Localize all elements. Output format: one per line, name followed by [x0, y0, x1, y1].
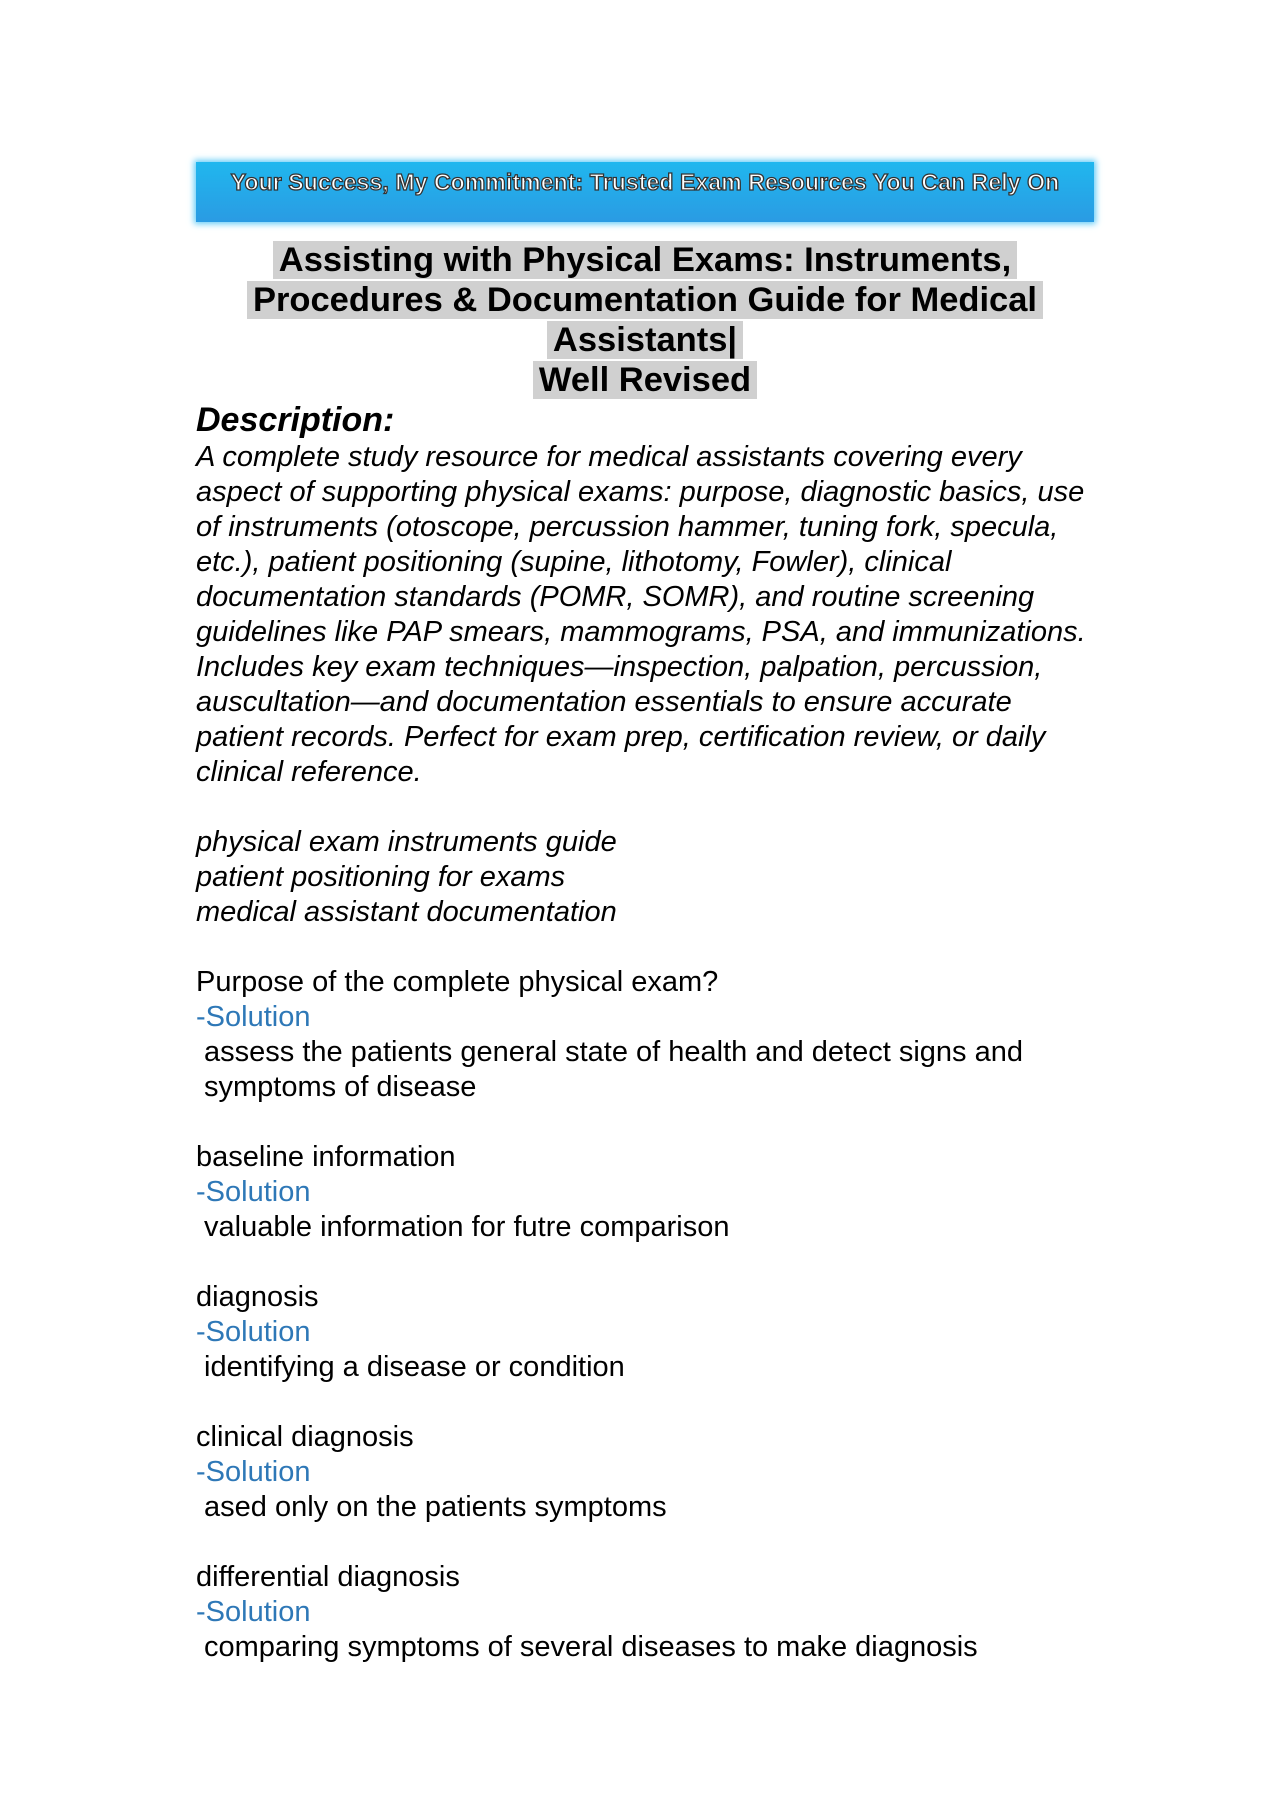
qa-solution-label: -Solution: [196, 1176, 311, 1208]
title-line-2: Procedures & Documentation Guide for Medical: [247, 281, 1043, 319]
keyword-list: [196, 825, 1096, 930]
qa-question: baseline information: [196, 1141, 456, 1173]
qa-item: [196, 1560, 1096, 1665]
qa-item: [196, 965, 1096, 1105]
document-content: [196, 400, 1096, 1700]
qa-answer: valuable information for futre comparison: [204, 1211, 730, 1243]
qa-solution-label: -Solution: [196, 1596, 311, 1628]
document-title: [196, 240, 1094, 400]
qa-question: differential diagnosis: [196, 1561, 460, 1593]
title-line-3: Assistants|: [547, 321, 743, 359]
description-heading: Description:: [196, 401, 395, 439]
qa-solution-label: -Solution: [196, 1316, 311, 1348]
qa-item: [196, 1140, 1096, 1245]
promo-banner: [196, 162, 1094, 222]
qa-question: diagnosis: [196, 1281, 319, 1313]
keyword-item: physical exam instruments guide: [196, 826, 617, 858]
title-line-4: Well Revised: [533, 361, 757, 399]
qa-answer: ased only on the patients symptoms: [204, 1491, 667, 1523]
qa-list: [196, 965, 1096, 1665]
keyword-item: medical assistant documentation: [196, 896, 617, 928]
qa-solution-label: -Solution: [196, 1001, 311, 1033]
qa-item: [196, 1420, 1096, 1525]
banner-text: Your Success, My Commitment: Trusted Exam Resources You Can Rely On: [230, 169, 1060, 195]
title-line-1: Assisting with Physical Exams: Instruments,: [273, 241, 1017, 279]
keyword-item: patient positioning for exams: [196, 861, 566, 893]
description-body: A complete study resource for medical assistants covering every aspect of supporting physical exams: purpose, diagnostic basics, use of instruments (otoscope, percussion hammer, tuning fork, specula, etc.), patient positioning (supine, lithotomy, Fowler), clinical documentation standards (POMR, SOMR), and routine screening guidelines like PAP smears, mammograms, PSA, and immunizations. Includes key exam techniques—inspection, palpation, percussion, auscultation—and documentation essentials to ensure accurate patient records. Perfect for exam prep, certification review, or daily clinical reference.: [196, 441, 1086, 788]
qa-answer: comparing symptoms of several diseases to make diagnosis: [204, 1631, 978, 1663]
qa-question: clinical diagnosis: [196, 1421, 414, 1453]
qa-answer: assess the patients general state of health and detect signs and symptoms of disease: [204, 1036, 1023, 1103]
qa-question: Purpose of the complete physical exam?: [196, 966, 719, 998]
qa-item: [196, 1280, 1096, 1385]
qa-solution-label: -Solution: [196, 1456, 311, 1488]
qa-answer: identifying a disease or condition: [204, 1351, 625, 1383]
